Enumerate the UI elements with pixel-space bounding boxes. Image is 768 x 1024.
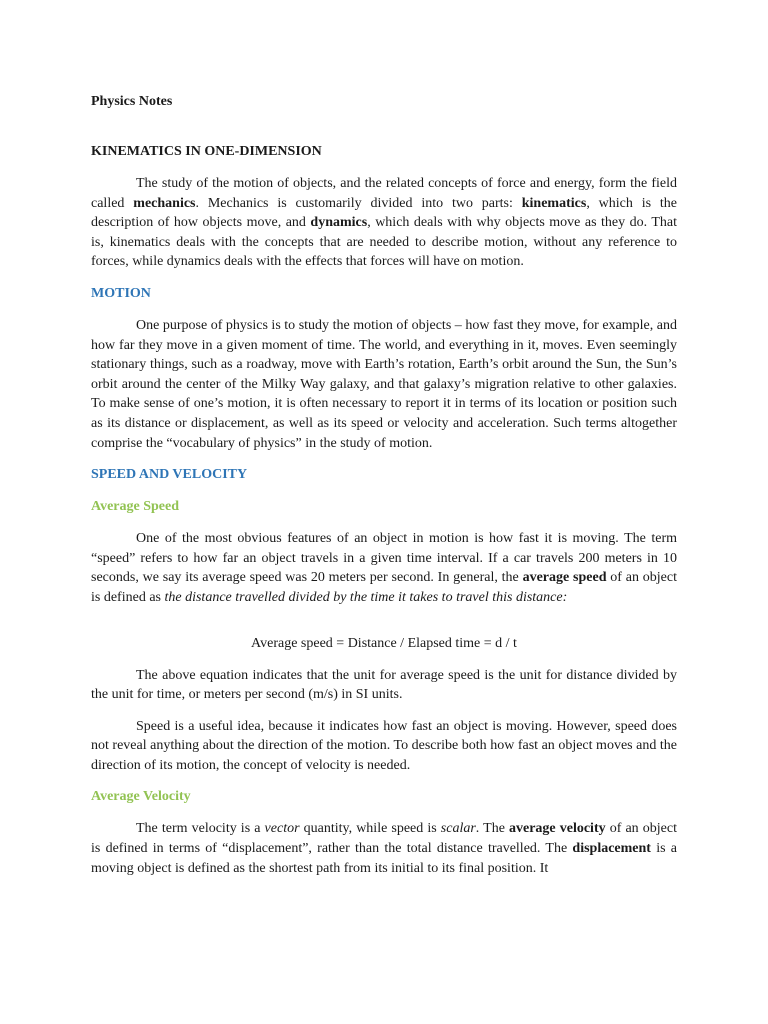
term-mechanics: mechanics [133, 195, 196, 211]
term-scalar: scalar [440, 821, 476, 837]
intro-text-3: , which is the description of how objects move, and [91, 195, 678, 231]
average-velocity-heading: Average Velocity [91, 789, 191, 805]
average-speed-heading: Average Speed [91, 499, 179, 515]
avg-speed-text-2: of an object is defined as [91, 570, 677, 605]
speed-velocity-heading: SPEED AND VELOCITY [91, 467, 248, 483]
speed-direction-paragraph: Speed is a useful idea, because it indicates how fast an object is moving. However, speed does not reveal anything about the direction of the motion. To describe both how fast an object moves and the direction of its motion, the concept of velocity is needed. [91, 718, 677, 773]
unit-paragraph: The above equation indicates that the unit for average speed is the unit for distance divided by the unit for time, or meters per second (m/s) in SI units. [91, 667, 677, 703]
average-speed-equation: Average speed = Distance / Elapsed time = d / t [251, 635, 517, 651]
avg-velocity-text-2: quantity, while speed is [299, 821, 441, 837]
avg-speed-definition: the distance travelled divided by the time it takes to travel this distance: [164, 589, 568, 605]
term-dynamics: dynamics [310, 215, 368, 231]
intro-paragraph [91, 174, 677, 272]
term-average-velocity: average velocity [509, 821, 606, 837]
term-vector: vector [264, 821, 300, 837]
term-displacement: displacement [572, 841, 651, 857]
avg-velocity-text-3: . The [475, 821, 509, 837]
intro-text-2: . Mechanics is customarily divided into two parts: [195, 195, 522, 211]
avg-velocity-text-4: of an object is defined in terms of “displacement”, rather than the total distance travelled. The [91, 821, 677, 857]
average-speed-paragraph [91, 529, 677, 607]
avg-velocity-text-1: The term velocity is a [136, 821, 265, 837]
term-average-speed: average speed [522, 570, 607, 586]
motion-paragraph: One purpose of physics is to study the motion of objects – how fast they move, for example, and how far they move in a given moment of time. The world, and everything in it, moves. Even seemingly stationary things, such as a roadway, move with Earth’s rotation, Earth’s orbit around the Sun, the Sun’s orbit around the center of the Milky Way galaxy, and that galaxy’s migration relative to other galaxies. To make sense of one’s motion, it is often necessary to report it in terms of its location or position such as its distance or displacement, as well as its speed or velocity and acceleration. Such terms altogether comprise the “vocabulary of physics” in the study of motion. [91, 317, 677, 451]
avg-speed-text-1: One of the most obvious features of an object in motion is how fast it is moving. The term “speed” refers to how far an object travels in a given time interval. If a car travels 200 meters in 10 seconds, we say its average speed was 20 meters per second. In general, the [91, 531, 677, 586]
average-velocity-paragraph [91, 819, 677, 878]
document-title: Physics Notes [91, 94, 173, 109]
intro-text-1: The study of the motion of objects, and the related concepts of force and energy, form the field called [91, 176, 677, 211]
term-kinematics: kinematics [521, 195, 587, 211]
avg-velocity-text-5: is a moving object is defined as the shortest path from its initial to its final position. It [91, 841, 677, 876]
section-title: KINEMATICS IN ONE-DIMENSION [91, 144, 322, 159]
motion-heading: MOTION [91, 285, 151, 301]
intro-text-4: , which deals with why objects move as they do. That is, kinematics deals with the concepts that are needed to describe motion, without any reference to forces, while dynamics deals with the effects that forces will have on motion. [91, 215, 678, 270]
